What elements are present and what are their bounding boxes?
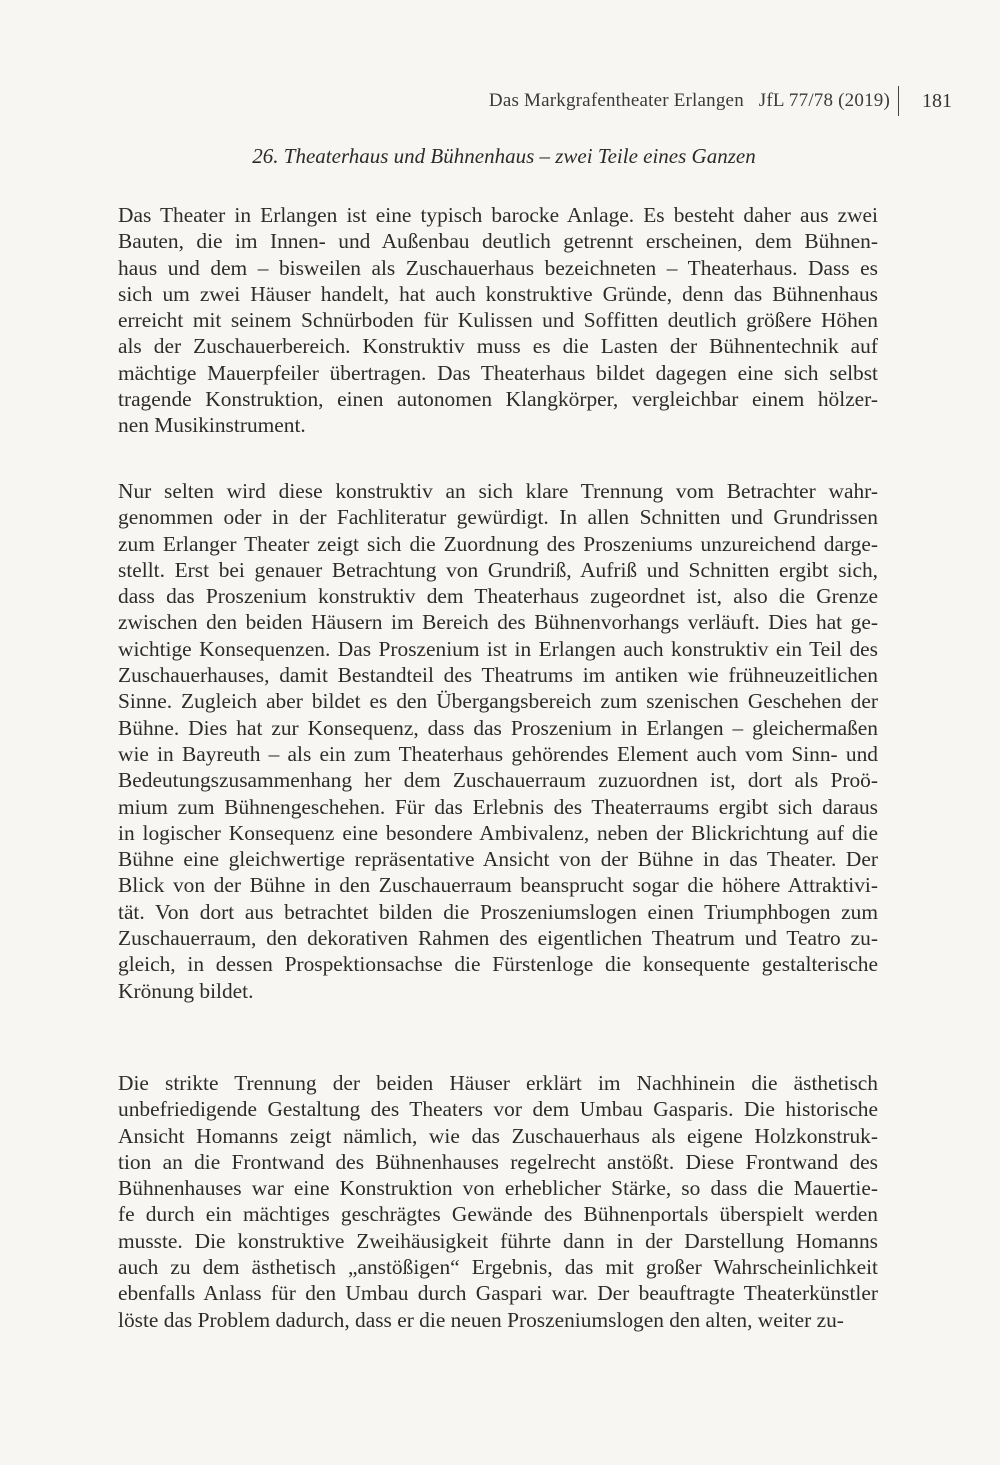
text-line: Zuschauerhauses, damit Bestandteil des Theatrums im antiken wie frühneuzeitlichen [118, 663, 878, 688]
text-line: Nur selten wird diese konstruktiv an sich klare Trennung vom Betrachter wahr- [118, 479, 878, 503]
text-line: musste. Die konstruktive Zweihäusigkeit führte dann in der Darstellung Homanns [118, 1228, 878, 1253]
running-title: Das Markgrafentheater Erlangen JfL 77/78 (2019) [488, 90, 890, 111]
paragraph-1 [118, 202, 878, 439]
text-line: wie in Bayreuth – als ein zum Theaterhaus gehörendes Element auch vom Sinn- und [118, 741, 878, 766]
text-line: fe durch ein mächtiges geschrägtes Gewände des Bühnenportals überspielt werden [118, 1202, 878, 1227]
text-line: Bühne. Dies hat zur Konsequenz, dass das Proszenium in Erlangen – gleichermaßen [118, 715, 878, 740]
text-line: Krönung bildet. [118, 978, 254, 1003]
text-line: löste das Problem dadurch, dass er die neuen Proszeniumslogen den alten, weiter zu- [118, 1307, 844, 1332]
header-separator [898, 86, 899, 116]
paragraph-2 [118, 478, 878, 1004]
text-line: auch zu dem ästhetisch „anstößigen“ Ergebnis, das mit großer Wahrscheinlichkeit [118, 1255, 878, 1280]
text-line: erreicht mit seinem Schnürboden für Kulissen und Soffitten deutlich größere Höhen [118, 308, 878, 333]
text-line: mächtige Mauerpfeiler übertragen. Das Theaterhaus bildet dagegen eine sich selbst [118, 360, 878, 385]
text-line: unbefriedigende Gestaltung des Theaters vor dem Umbau Gasparis. Die historische [118, 1097, 878, 1122]
text-line: nen Musikinstrument. [118, 413, 306, 438]
text-line: stellt. Erst bei genauer Betrachtung von Grundriß, Aufriß und Schnitten ergibt sich, [118, 557, 878, 582]
running-header [0, 90, 1000, 120]
text-line: Sinne. Zugleich aber bildet es den Übergangsbereich zum szenischen Geschehen der [118, 689, 878, 714]
text-line: Bauten, die im Innen- und Außenbau deutlich getrennt erscheinen, dem Bühnen- [118, 229, 878, 254]
text-line: wichtige Konsequenzen. Das Proszenium ist in Erlangen auch konstruktiv ein Teil des [118, 636, 878, 661]
text-line: genommen oder in der Fachliteratur gewürdigt. In allen Schnitten und Grundrissen [118, 505, 878, 530]
text-line: Zuschauerraum, den dekorativen Rahmen des eigentlichen Theatrum und Teatro zu- [118, 926, 878, 951]
text-line: in logischer Konsequenz eine besondere Ambivalenz, neben der Blickrichtung auf die [118, 820, 878, 845]
section-title: 26. Theaterhaus und Bühnenhaus – zwei Teile eines Ganzen [252, 144, 756, 168]
text-line: zum Erlanger Theater zeigt sich die Zuordnung des Proszeniums unzureichend darge- [118, 531, 878, 556]
text-line: als der Zuschauerbereich. Konstruktiv muss es die Lasten der Bühnentechnik auf [118, 334, 878, 359]
text-line: gleich, in dessen Prospektionsachse die Fürstenloge die konsequente gestalterische [118, 952, 878, 977]
text-line: mium zum Bühnengeschehen. Für das Erlebnis des Theaterraums ergibt sich daraus [118, 794, 878, 819]
text-line: Ansicht Homanns zeigt nämlich, wie das Zuschauerhaus als eigene Holzkonstruk- [118, 1123, 878, 1148]
text-line: Bedeutungszusammenhang her dem Zuschauerraum zuzuordnen ist, dort als Proö- [118, 768, 878, 793]
text-line: ebenfalls Anlass für den Umbau durch Gaspari war. Der beauftragte Theaterkünstler [118, 1281, 878, 1306]
text-line: tät. Von dort aus betrachtet bilden die Proszeniumslogen einen Triumphbogen zum [118, 899, 878, 924]
text-line: Die strikte Trennung der beiden Häuser erklärt im Nachhinein die ästhetisch [118, 1071, 878, 1095]
text-line: tion an die Frontwand des Bühnenhauses regelrecht anstößt. Diese Frontwand des [118, 1149, 878, 1174]
text-line: Blick von der Bühne in den Zuschauerraum beansprucht sogar die höhere Attraktivi- [118, 873, 878, 898]
text-line: sich um zwei Häuser handelt, hat auch konstruktive Gründe, denn das Bühnenhaus [118, 281, 878, 306]
text-line: Bühnenhauses war eine Konstruktion von erheblicher Stärke, so dass die Mauertie- [118, 1176, 878, 1201]
text-line: Bühne eine gleichwertige repräsentative Ansicht von der Bühne in das Theater. Der [118, 847, 878, 872]
text-line: dass das Proszenium konstruktiv dem Theaterhaus zugeordnet ist, also die Grenze [118, 584, 878, 609]
text-line: haus und dem – bisweilen als Zuschauerhaus bezeichneten – Theaterhaus. Dass es [118, 255, 878, 280]
paragraph-3 [118, 1070, 878, 1333]
text-line: tragende Konstruktion, einen autonomen Klangkörper, vergleichbar einem hölzer- [118, 387, 878, 412]
page-number: 181 [922, 90, 952, 112]
text-line: Das Theater in Erlangen ist eine typisch barocke Anlage. Es besteht daher aus zwei [118, 203, 878, 227]
text-line: zwischen den beiden Häusern im Bereich des Bühnenvorhangs verläuft. Dies hat ge- [118, 610, 878, 635]
